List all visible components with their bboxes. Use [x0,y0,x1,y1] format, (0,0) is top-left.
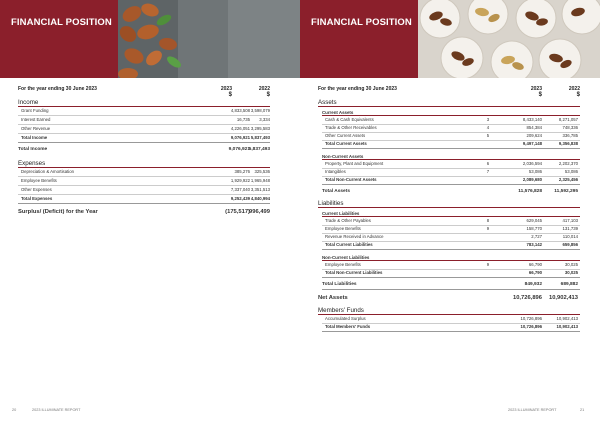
currency-2022: $ [266,92,270,98]
currency-2022: $ [576,92,580,98]
table-row: Cash & Cash Equivalents 3 8,433,140 8,271,057 [322,116,580,125]
page-title: FINANCIAL POSITION [311,17,412,28]
table-row: Employee Benefits 9 158,770 131,739 [322,225,580,234]
footer-page-number: 20 [12,408,17,412]
currency-2023: $ [538,92,542,98]
current-liabilities-heading: Current Liabilities [322,211,580,217]
currency-2023: $ [228,92,232,98]
total-expenses-row: Total Expenses 9,252,439 4,840,994 [18,195,270,204]
assets-heading: Assets [318,99,580,107]
year-2023: 2023 [220,86,232,92]
table-row: Depreciation & Amortisation 385,276 325,536 [18,168,270,177]
banner-red-panel [0,0,118,78]
table-row: Other Revenue 4,226,051 3,295,583 [18,125,270,134]
total-members-funds-row: Total Members' Funds 10,726,896 10,902,413 [322,323,580,332]
footer-page-number: 21 [580,408,585,412]
right-page [300,0,600,424]
table-row: Other Expenses 7,337,040 3,351,513 [18,186,270,195]
page-title: FINANCIAL POSITION [11,17,112,28]
net-assets-row: Net Assets 10,726,896 10,902,413 [318,295,578,301]
surplus-row: Surplus/ (Deficit) for the Year (175,517) 996,499 [18,209,270,215]
almonds-photo [118,0,300,78]
right-banner [300,0,600,78]
expenses-heading: Expenses [18,160,270,168]
banner-red-panel [300,0,418,78]
total-current-liabilities-row: Total Current Liabilities 783,142 659,856 [322,241,580,250]
table-row: Trade & Other Payables 8 629,045 417,103 [322,217,580,226]
footer-report-name: 2023 ILLUMINATE REPORT [32,408,81,412]
total-liabilities-row: Total Liabilities 849,932 689,882 [322,281,580,290]
noncurrent-assets-heading: Non-Current Assets [322,154,580,160]
table-row: Employee Benefits 9 66,790 30,025 [322,261,580,270]
table-row: Accumulated Surplus 10,726,896 10,902,413 [322,315,580,324]
liabilities-heading: Liabilities [318,200,580,208]
table-row: Property, Plant and Equipment 6 2,036,594 2,202,370 [322,160,580,169]
total-current-assets-row: Total Current Assets 9,497,148 9,356,838 [322,140,580,149]
table-row: Trade & Other Receivables 4 854,384 748,336 [322,124,580,133]
footer-report-name: 2023 ILLUMINATE REPORT [508,408,557,412]
current-assets-heading: Current Assets [322,110,580,116]
table-row: Interest Earned 16,735 3,334 [18,116,270,125]
total-noncurrent-liabilities-row: Total Non-Current Liabilities 66,790 30,025 [322,269,580,278]
year-2023: 2023 [530,86,542,92]
year-2022: 2022 [258,86,270,92]
members-funds-heading: Members' Funds [318,307,580,315]
total-noncurrent-assets-row: Total Non-Current Assets 2,089,680 2,325,456 [322,176,580,185]
year-2022: 2022 [568,86,580,92]
total-income-row: Total Income 9,076,921 5,837,493 [18,134,270,143]
table-row: Employee Benefits 1,929,922 1,965,948 [18,177,270,186]
table-row: Other Current Assets 5 209,624 336,785 [322,132,580,141]
period-label: For the year ending 30 June 2023 [18,86,97,92]
noncurrent-liabilities-heading: Non-Current Liabilities [322,255,580,261]
period-label: For the year ending 30 June 2023 [318,86,397,92]
total-assets-row: Total Assets 11,576,828 11,592,295 [322,189,578,194]
left-banner [0,0,300,78]
dates-in-paper-cups-photo [418,0,600,78]
table-row: Intangibles 7 53,086 53,086 [322,168,580,177]
table-row: Grant Funding 4,833,508 3,598,079 [18,107,270,116]
income-heading: Income [18,99,270,107]
total-income-summary: Total Income 9,076,921 5,837,493 [18,147,270,152]
table-row: Revenue Received in Advance 2,727 110,014 [322,233,580,242]
